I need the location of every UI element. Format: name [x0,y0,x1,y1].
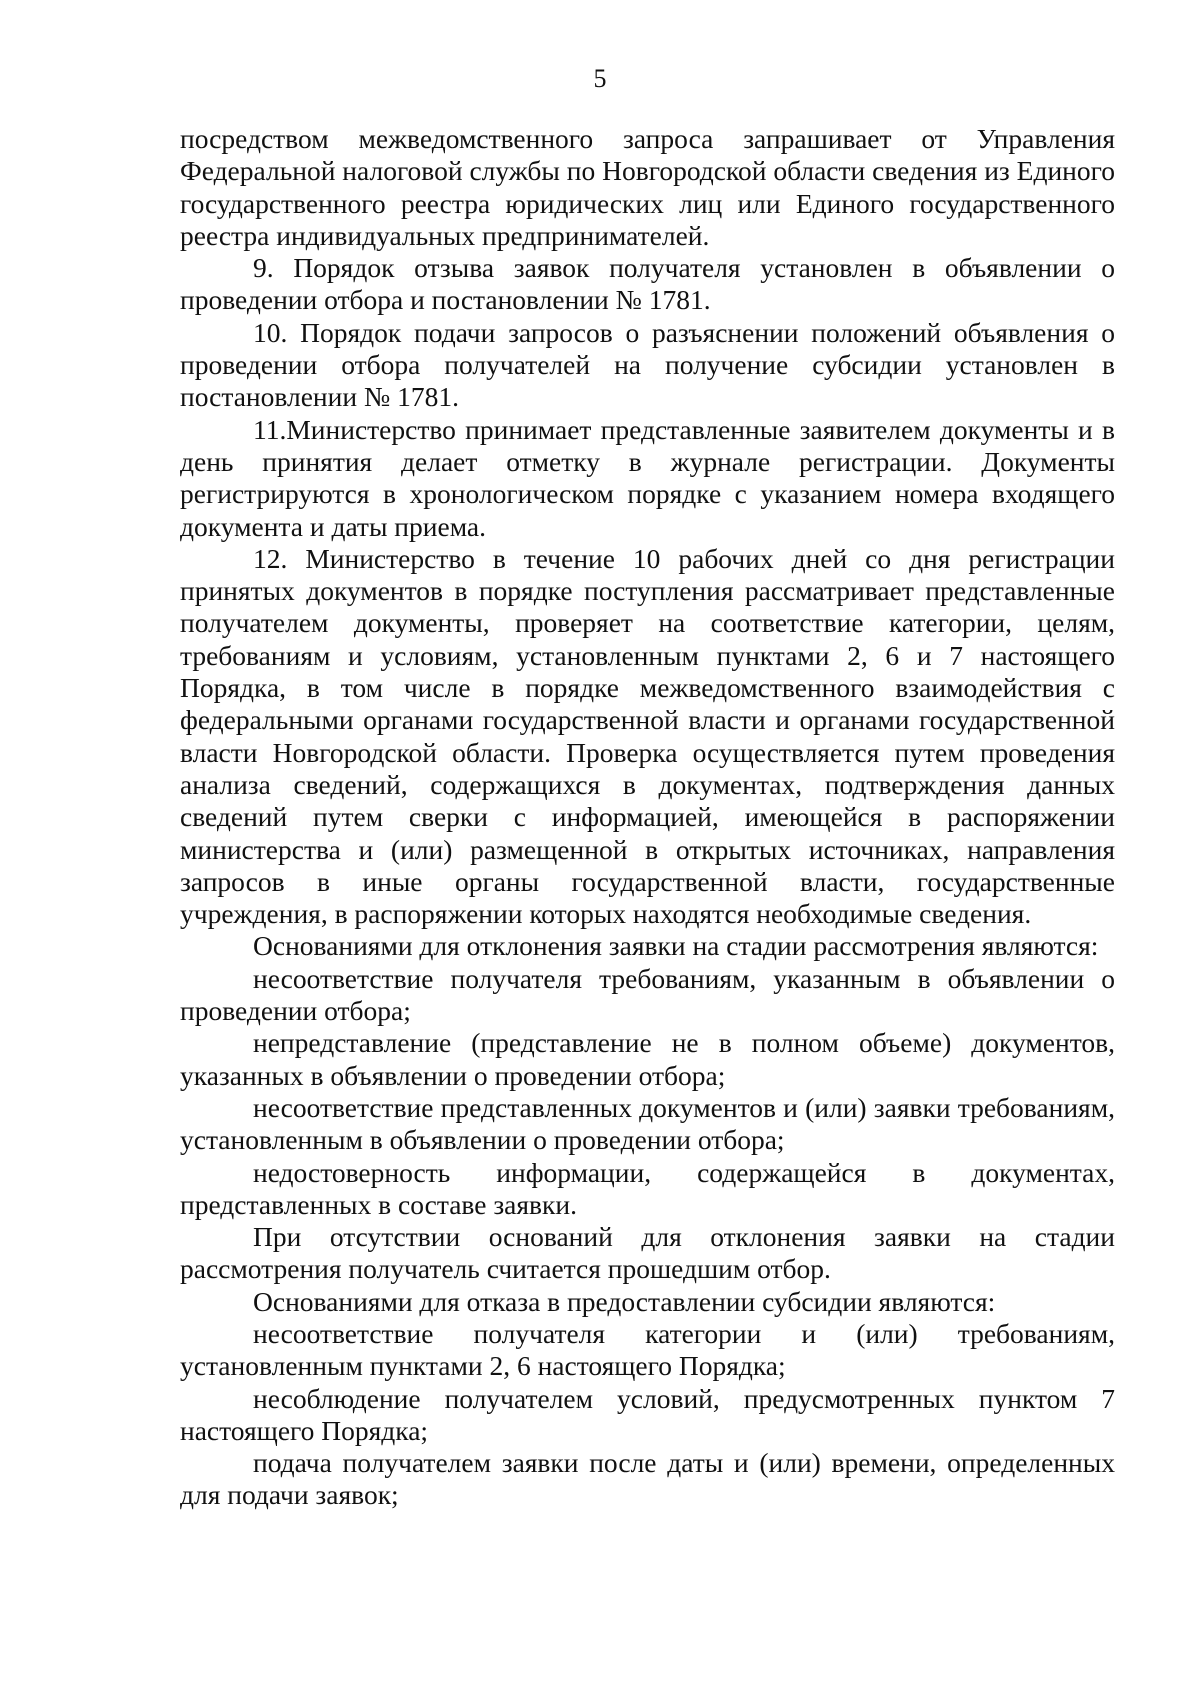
paragraph-continuation: посредством межведомственного запроса запрашивает от Управления Федеральной налоговой службы по Новгородской области сведения из Единого государственного реестра юридических лиц или Единого государственного реестра индивидуальных предпринимателей. [180,123,1115,251]
paragraph-selection-passed: При отсутствии оснований для отклонения заявки на стадии рассмотрения получатель считается прошедшим отбор. [180,1221,1115,1285]
paragraph-rejection-ground: несоответствие получателя требованиям, указанным в объявлении о проведении отбора; [180,962,1115,1027]
paragraph-item-11: 11.Министерство принимает представленные заявителем документы и в день принятия делает отметку в журнале регистрации. Документы регистрируются в хронологическом порядке с указанием номера входящего документа и даты приема. [180,413,1115,542]
paragraph-refusal-ground: подача получателем заявки после даты и (или) времени, определенных для подачи заявок; [180,1447,1115,1511]
paragraph-item-9: 9. Порядок отзыва заявок получателя установлен в объявлении о проведении отбора и постановлении № 1781. [180,252,1115,316]
paragraph-item-10: 10. Порядок подачи запросов о разъяснении положений объявления о проведении отбора получателей на получение субсидии установлен в постановлении № 1781. [180,316,1115,413]
paragraph-item-12: 12. Министерство в течение 10 рабочих дней со дня регистрации принятых документов в порядке поступления рассматривает представленные получателем документы, проверяет на соответствие категории, целям, требованиям и условиям, установленным пунктами 2, 6 и 7 настоящего Порядка, в том числе в порядке межведомственного взаимодействия с федеральными органами государственной власти и органами государственной власти Новгородской области. Проверка осуществляется путем проведения анализа сведений, содержащихся в документах, подтверждения данных сведений путем сверки с информацией, имеющейся в распоряжении министерства и (или) размещенной в открытых источниках, направления запросов в иные органы государственной власти, государственные учреждения, в распоряжении которых находятся необходимые сведения. [180,542,1115,930]
paragraph-rejection-grounds-heading: Основаниями для отклонения заявки на стадии рассмотрения являются: [253,930,1099,962]
page-number: 5 [593,64,607,93]
paragraph-refusal-ground: несоблюдение получателем условий, предусмотренных пунктом 7 настоящего Порядка; [180,1382,1115,1446]
paragraph-refusal-grounds-heading: Основаниями для отказа в предоставлении субсидии являются: [253,1285,996,1317]
paragraph-rejection-ground: непредставление (представление не в полном объеме) документов, указанных в объявлении о проведении отбора; [180,1027,1115,1091]
paragraph-refusal-ground: несоответствие получателя категории и (или) требованиям, установленным пунктами 2, 6 настоящего Порядка; [180,1317,1115,1382]
paragraph-rejection-ground: несоответствие представленных документов и (или) заявки требованиям, установленным в объявлении о проведении отбора; [180,1091,1115,1156]
document-body [180,123,1115,1512]
paragraph-rejection-ground: недостоверность информации, содержащейся в документах, представленных в составе заявки. [180,1156,1115,1220]
